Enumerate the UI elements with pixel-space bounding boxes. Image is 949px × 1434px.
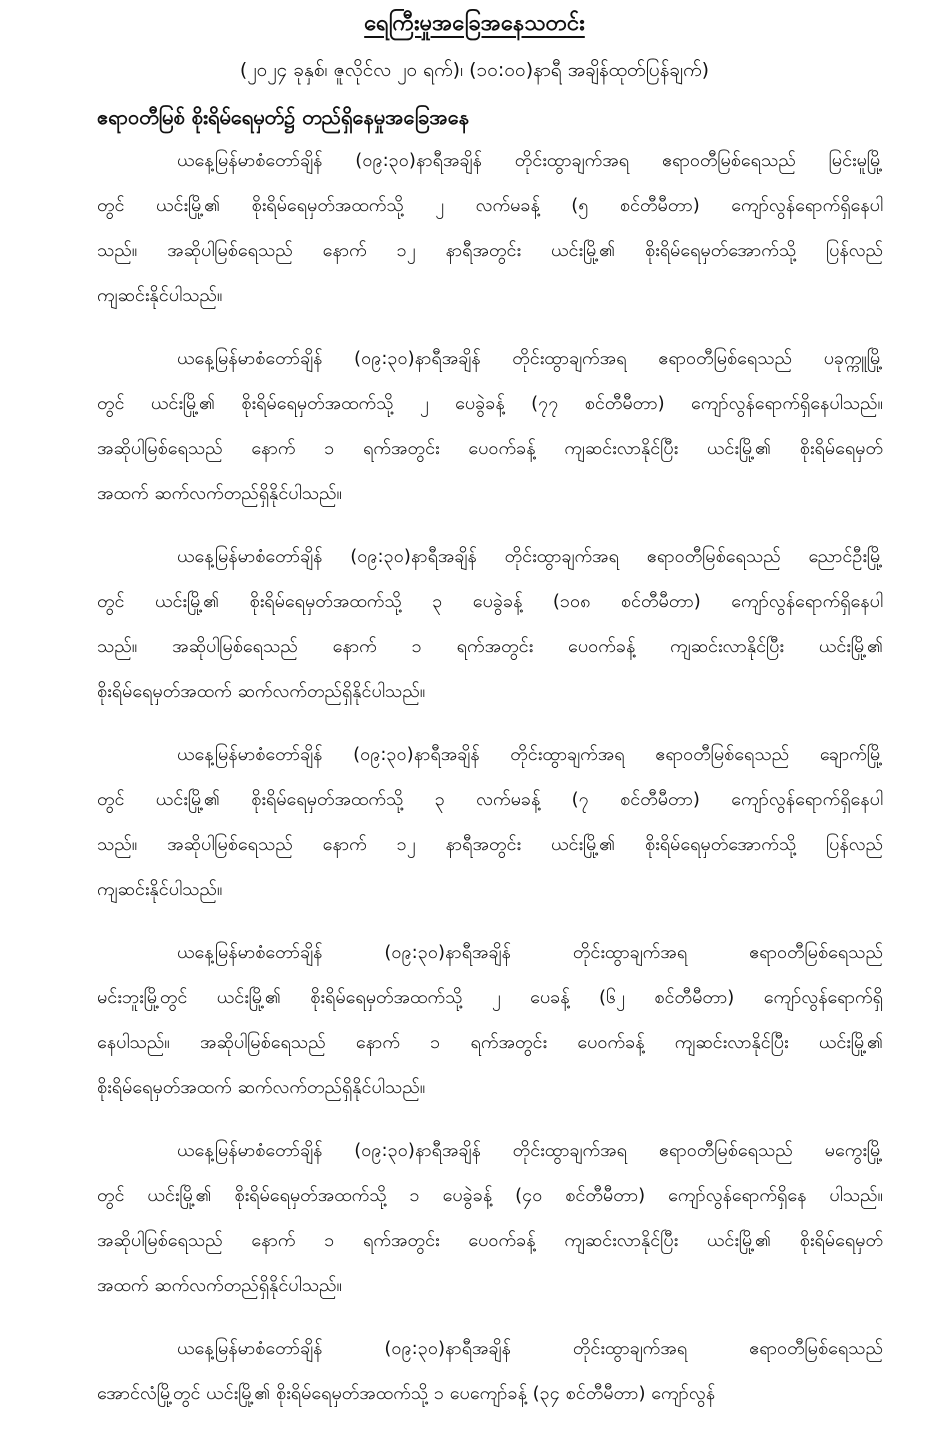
paragraph-line: ယနေ့မြန်မာစံတော်ချိန် (၀၉:၃၀)နာရီအချိန် တိုင်းထွာချက်အရ ဧရာဝတီမြစ်ရေသည် ပခုက္ကူမြို့ bbox=[177, 348, 883, 369]
paragraph-line: သည်။ အဆိုပါမြစ်ရေသည် နောက် ၁၂ နာရီအတွင်း ယင်းမြို့၏ စိုးရိမ်ရေမှတ်အောက်သို့ ပြန်လည် bbox=[97, 834, 883, 855]
paragraph bbox=[97, 1128, 883, 1308]
paragraph-line: ယနေ့မြန်မာစံတော်ချိန် (၀၉:၃၀)နာရီအချိန် တိုင်းထွာချက်အရ ဧရာဝတီမြစ်ရေသည် bbox=[177, 942, 883, 963]
paragraph-line: အဆိုပါမြစ်ရေသည် နောက် ၁ ရက်အတွင်း ပေ၀က်ခန့် ကျဆင်းလာနိုင်ပြီး ယင်းမြို့၏ စိုးရိမ်ရေမှတ် bbox=[97, 1230, 883, 1251]
paragraph-line: နေပါသည်။ အဆိုပါမြစ်ရေသည် နောက် ၁ ရက်အတွင်း ပေ၀က်ခန့် ကျဆင်းလာနိုင်ပြီး ယင်းမြို့၏ bbox=[97, 1032, 883, 1053]
paragraph-line: စိုးရိမ်ရေမှတ်အထက် ဆက်လက်တည်ရှိနိုင်ပါသည်။ bbox=[97, 1077, 426, 1098]
paragraph bbox=[97, 732, 883, 912]
paragraph-line: တွင် ယင်းမြို့၏ စိုးရိမ်ရေမှတ်အထက်သို့ ၃ လက်မခန့် (၇ စင်တီမီတာ) ကျော်လွန်ရောက်ရှိနေပါ bbox=[97, 789, 883, 810]
paragraph-line: ကျဆင်းနိုင်ပါသည်။ bbox=[97, 879, 223, 900]
body-text bbox=[97, 138, 883, 1434]
paragraph bbox=[97, 336, 883, 516]
document-subtitle: (၂၀၂၄ ခုနှစ်၊ ဇူလိုင်လ ၂၀ ရက်)၊ (၁၀:၀၀)နာရီ အချိန်ထုတ်ပြန်ချက်) bbox=[239, 59, 710, 81]
document-title: ရေကြီးမှုအခြေအနေသတင်း bbox=[364, 11, 585, 36]
paragraph-line: ကျဆင်းနိုင်ပါသည်။ bbox=[97, 285, 223, 306]
paragraph bbox=[97, 1326, 883, 1416]
paragraph-line: ယနေ့မြန်မာစံတော်ချိန် (၀၉:၃၀)နာရီအချိန် တိုင်းထွာချက်အရ ဧရာဝတီမြစ်ရေသည် bbox=[177, 1338, 883, 1359]
paragraph-line: ယနေ့မြန်မာစံတော်ချိန် (၀၉:၃၀)နာရီအချိန် တိုင်းထွာချက်အရ ဧရာဝတီမြစ်ရေသည် ညောင်ဦးမြို့ bbox=[177, 546, 883, 567]
paragraph-line: ယနေ့မြန်မာစံတော်ချိန် (၀၉:၃၀)နာရီအချိန် တိုင်းထွာချက်အရ ဧရာဝတီမြစ်ရေသည် မြင်းမူမြို့ bbox=[177, 150, 883, 171]
paragraph bbox=[97, 534, 883, 714]
section-heading: ဧရာဝတီမြစ် စိုးရိမ်ရေမှတ်၌ တည်ရှိနေမှုအခြေအနေ bbox=[97, 105, 469, 129]
paragraph-line: ယနေ့မြန်မာစံတော်ချိန် (၀၉:၃၀)နာရီအချိန် တိုင်းထွာချက်အရ ဧရာဝတီမြစ်ရေသည် မကွေးမြို့ bbox=[177, 1140, 883, 1161]
paragraph-line: စိုးရိမ်ရေမှတ်အထက် ဆက်လက်တည်ရှိနိုင်ပါသည်။ bbox=[97, 681, 426, 702]
paragraph-line: တွင် ယင်းမြို့၏ စိုးရိမ်ရေမှတ်အထက်သို့ ၂ လက်မခန့် (၅ စင်တီမီတာ) ကျော်လွန်ရောက်ရှိနေပါ bbox=[97, 195, 883, 216]
paragraph-line: သည်။ အဆိုပါမြစ်ရေသည် နောက် ၁ ရက်အတွင်း ပေ၀က်ခန့် ကျဆင်းလာနိုင်ပြီး ယင်းမြို့၏ bbox=[97, 636, 883, 657]
paragraph bbox=[97, 930, 883, 1110]
paragraph-line: အထက် ဆက်လက်တည်ရှိနိုင်ပါသည်။ bbox=[97, 483, 342, 504]
paragraph-line: ယနေ့မြန်မာစံတော်ချိန် (၀၉:၃၀)နာရီအချိန် တိုင်းထွာချက်အရ ဧရာဝတီမြစ်ရေသည် ချောက်မြို့ bbox=[177, 744, 883, 765]
paragraph-line: အထက် ဆက်လက်တည်ရှိနိုင်ပါသည်။ bbox=[97, 1275, 342, 1296]
paragraph-line: အဆိုပါမြစ်ရေသည် နောက် ၁ ရက်အတွင်း ပေ၀က်ခန့် ကျဆင်းလာနိုင်ပြီး ယင်းမြို့၏ စိုးရိမ်ရေမှတ် bbox=[97, 438, 883, 459]
paragraph-line: တွင် ယင်းမြို့၏ စိုးရိမ်ရေမှတ်အထက်သို့ ၂ ပေခွဲခန့် (၇၇ စင်တီမီတာ) ကျော်လွန်ရောက်ရှိနေပါသည်။ bbox=[97, 393, 883, 414]
paragraph-line: မင်းဘူးမြို့တွင် ယင်းမြို့၏ စိုးရိမ်ရေမှတ်အထက်သို့ ၂ ပေခန့် (၆၂ စင်တီမီတာ) ကျော်လွန်ရောက်ရှိ bbox=[97, 987, 883, 1008]
paragraph-line: သည်။ အဆိုပါမြစ်ရေသည် နောက် ၁၂ နာရီအတွင်း ယင်းမြို့၏ စိုးရိမ်ရေမှတ်အောက်သို့ ပြန်လည် bbox=[97, 240, 883, 261]
paragraph-line: တွင် ယင်းမြို့၏ စိုးရိမ်ရေမှတ်အထက်သို့ ၃ ပေခွဲခန့် (၁၀၈ စင်တီမီတာ) ကျော်လွန်ရောက်ရှိနေပါ bbox=[97, 591, 883, 612]
paragraph-line: တွင် ယင်းမြို့၏ စိုးရိမ်ရေမှတ်အထက်သို့ ၁ ပေခွဲခန့် (၄၀ စင်တီမီတာ) ကျော်လွန်ရောက်ရှိနေ ပါသည်။ bbox=[97, 1185, 883, 1206]
paragraph-line: အောင်လံမြို့တွင် ယင်းမြို့၏ စိုးရိမ်ရေမှတ်အထက်သို့ ၁ ပေကျော်ခန့် (၃၄ စင်တီမီတာ) ကျော်လွန် bbox=[97, 1383, 716, 1404]
paragraph bbox=[97, 138, 883, 318]
